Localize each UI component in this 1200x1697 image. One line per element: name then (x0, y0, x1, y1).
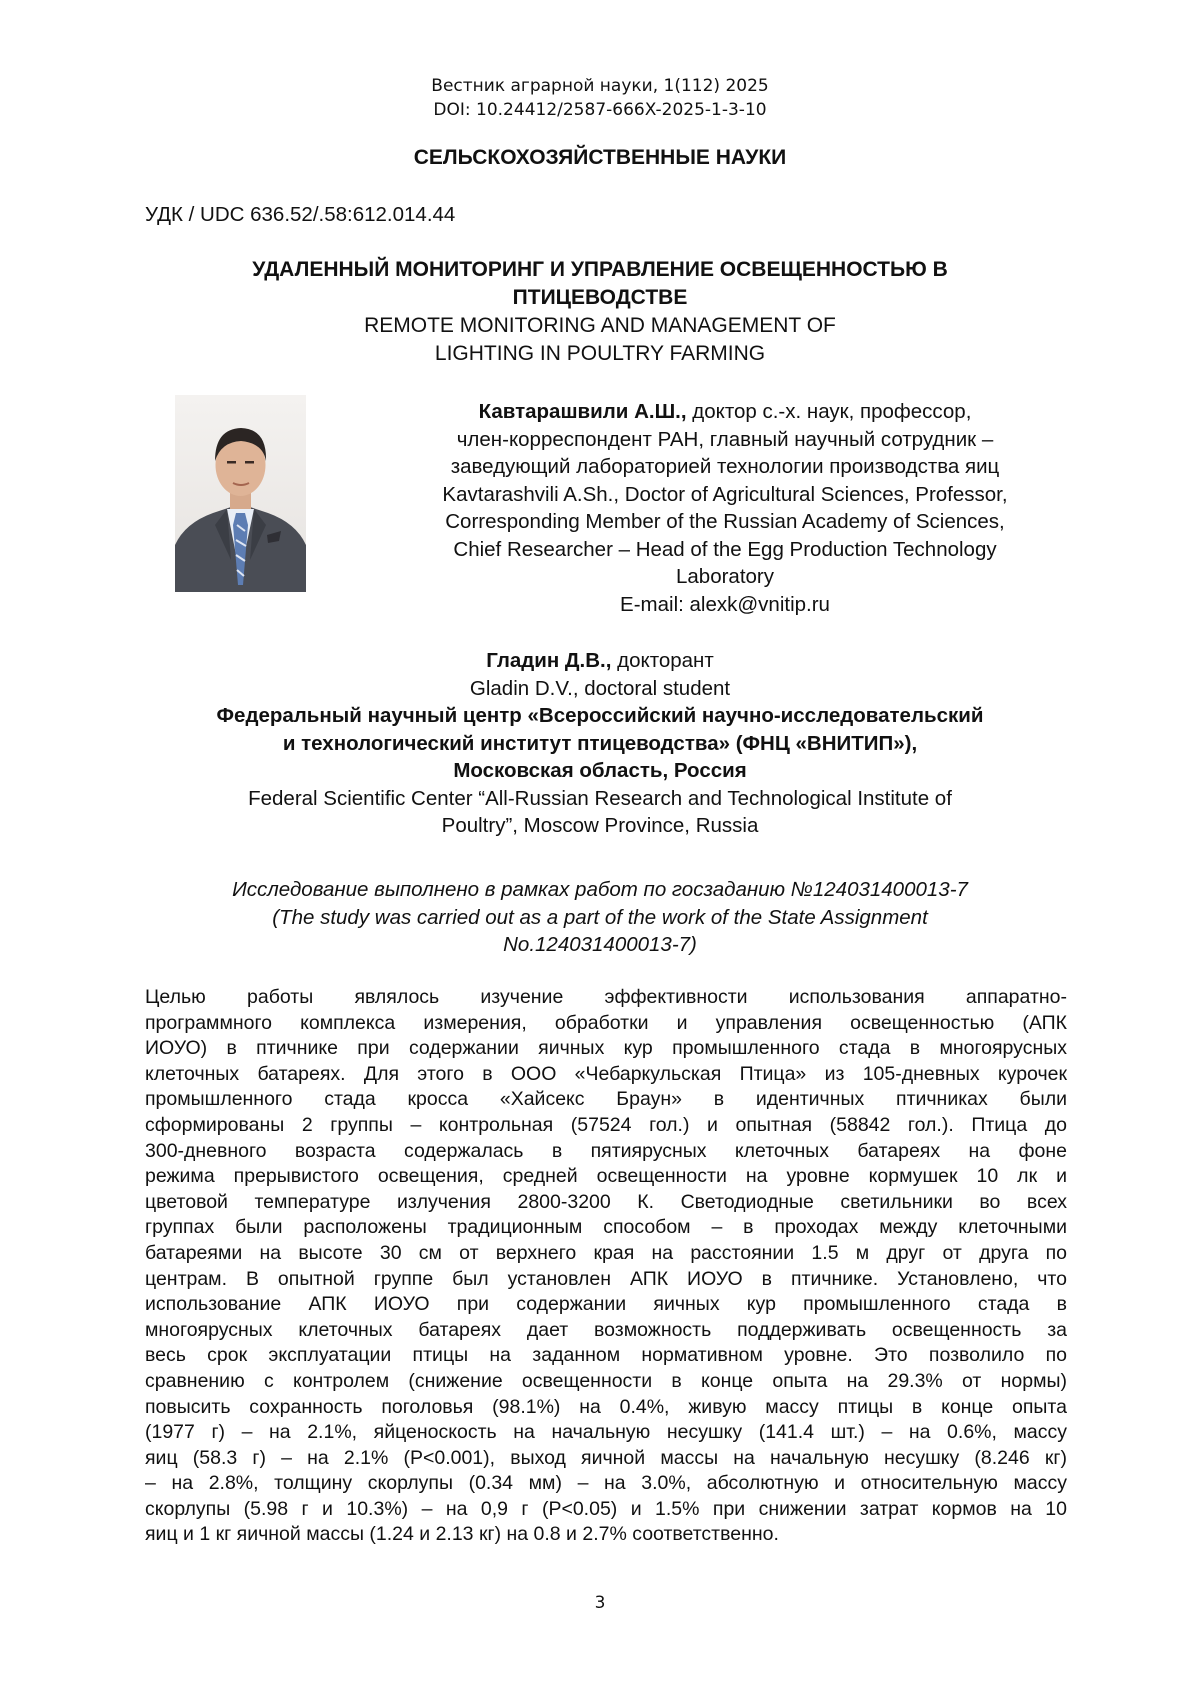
affiliation-en-line: Poultry”, Moscow Province, Russia (441, 814, 759, 837)
abstract-line: яиц (58.3 г) – на 2.1% (P<0.001), выход яичной массы на начальную несушку (8.246 кг) (145, 1446, 1067, 1469)
affiliation-en-line: Federal Scientific Center “All-Russian Research and Technological Institute of (248, 786, 952, 810)
abstract-line: – на 2.8%, толщину скорлупы (0.34 мм) – на 3.0%, абсолютную и относительную массу (145, 1472, 1067, 1495)
author1-email: E-mail: alexk@vnitip.ru (620, 592, 830, 616)
author2-name: Гладин Д.В., (486, 649, 612, 672)
author1-line: Laboratory (675, 565, 774, 588)
abstract-line: 300-дневного возраста содержалась в пятиярусных клеточных батареях на фоне (145, 1139, 1067, 1162)
grant-ru: Исследование выполнено в рамках работ по госзаданию №124031400013-7 (232, 878, 968, 901)
abstract-line: яиц и 1 кг яичной массы (1.24 и 2.13 кг) на 0.8 и 2.7% соответственно. (145, 1523, 779, 1546)
abstract-line: скорлупы (5.98 г и 10.3%) – на 0,9 г (P<0.05) и 1.5% при снижении затрат кормов на 10 (145, 1497, 1067, 1520)
abstract-line: многоярусных клеточных батареях дает возможность поддерживать освещенность за (145, 1318, 1067, 1341)
author1-line: Corresponding Member of the Russian Academy of Sciences, (445, 510, 1005, 533)
affiliation-ru-line: Федеральный научный центр «Всероссийский научно-исследовательский (216, 704, 984, 727)
abstract (145, 985, 1067, 1548)
abstract-line: группах были расположены традиционным способом – в проходах между клеточными (145, 1216, 1067, 1239)
grant-en-line2: No.124031400013-7) (503, 933, 697, 956)
abstract-line: программного комплекса измерения, обработки и управления освещенностью (АПК (145, 1011, 1067, 1034)
grant-note (130, 876, 1070, 959)
affiliation-ru-line: и технологический институт птицеводства» (ФНЦ «ВНИТИП»), (282, 731, 918, 755)
abstract-line: Целью работы являлось изучение эффективности использования аппаратно- (145, 986, 1067, 1008)
author2-name-en: Gladin D.V., doctoral student (469, 676, 731, 700)
affiliation-ru-line: Московская область, Россия (453, 759, 747, 782)
author1-credentials: доктор с.-х. наук, профессор, (686, 400, 972, 423)
udc-code: УДК / UDC 636.52/.58:612.014.44 (145, 203, 456, 226)
abstract-line: повысить сохранность поголовья (98.1%) на 0.4%, живую массу птицы в конце опыта (145, 1395, 1067, 1418)
abstract-line: цветовой температуре излучения 2800-3200 К. Светодиодные светильники во всех (145, 1190, 1067, 1213)
doi: DOI: 10.24412/2587-666X-2025-1-3-10 (433, 100, 767, 120)
abstract-line: режима прерывистого освещения, средней освещенности на уровне кормушек 10 лк и (145, 1165, 1067, 1188)
abstract-line: клеточных батареях. Для этого в ООО «Чебаркульская Птица» из 105-дневных курочек (145, 1062, 1067, 1085)
abstract-line: сформированы 2 группы – контрольная (57524 гол.) и опытная (58842 гол.). Птица до (145, 1113, 1067, 1136)
abstract-line: промышленного стада кросса «Хайсекс Браун» в идентичных птичниках были (145, 1088, 1067, 1111)
abstract-line: (1977 г) – на 2.1%, яйценоскость на начальную несушку (141.4 шт.) – на 0.6%, массу (145, 1421, 1067, 1444)
page-number: 3 (594, 1593, 606, 1613)
title-ru-line1: УДАЛЕННЫЙ МОНИТОРИНГ И УПРАВЛЕНИЕ ОСВЕЩЕННОСТЬЮ В (252, 258, 948, 281)
author1-line: член-корреспондент РАН, главный научный сотрудник – (456, 427, 994, 451)
abstract-line: использование АПК ИОУО при содержании яичных кур промышленного стада в (145, 1293, 1067, 1316)
abstract-line: центрам. В опытной группе был установлен АПК ИОУО в птичнике. Установлено, что (145, 1267, 1067, 1290)
abstract-line: батареями на высоте 30 см от верхнего края на расстоянии 1.5 м друг от друга по (145, 1241, 1067, 1264)
title-ru-line2: ПТИЦЕВОДСТВЕ (512, 286, 688, 309)
author1-line: заведующий лабораторией технологии производства яиц (450, 455, 1000, 478)
section-heading: СЕЛЬСКОХОЗЯЙСТВЕННЫЕ НАУКИ (413, 146, 787, 169)
title-en-line2: LIGHTING IN POULTRY FARMING (434, 342, 766, 365)
author1-name: Кавтарашвили А.Ш., (478, 400, 687, 423)
author1-line: Kavtarashvili A.Sh., Doctor of Agricultural Sciences, Professor, (442, 482, 1008, 506)
author2-block (130, 647, 1070, 840)
grant-en-line1: (The study was carried out as a part of the work of the State Assignment (272, 905, 928, 929)
author2-role: докторант (611, 649, 714, 672)
title-en-line1: REMOTE MONITORING AND MANAGEMENT OF (364, 314, 836, 337)
author1-block (385, 398, 1065, 618)
author-photo (175, 395, 306, 592)
journal-citation: Вестник аграрной науки, 1(112) 2025 (431, 76, 769, 96)
abstract-line: сравнению с контролем (снижение освещенности в конце опыта на 29.3% от нормы) (145, 1369, 1067, 1392)
abstract-line: ИОУО) в птичнике при содержании яичных кур промышленного стада в многоярусных (145, 1037, 1067, 1060)
abstract-line: весь срок эксплуатации птицы на заданном нормативном уровне. Это позволило по (145, 1344, 1067, 1367)
author1-line: Chief Researcher – Head of the Egg Production Technology (453, 537, 997, 561)
